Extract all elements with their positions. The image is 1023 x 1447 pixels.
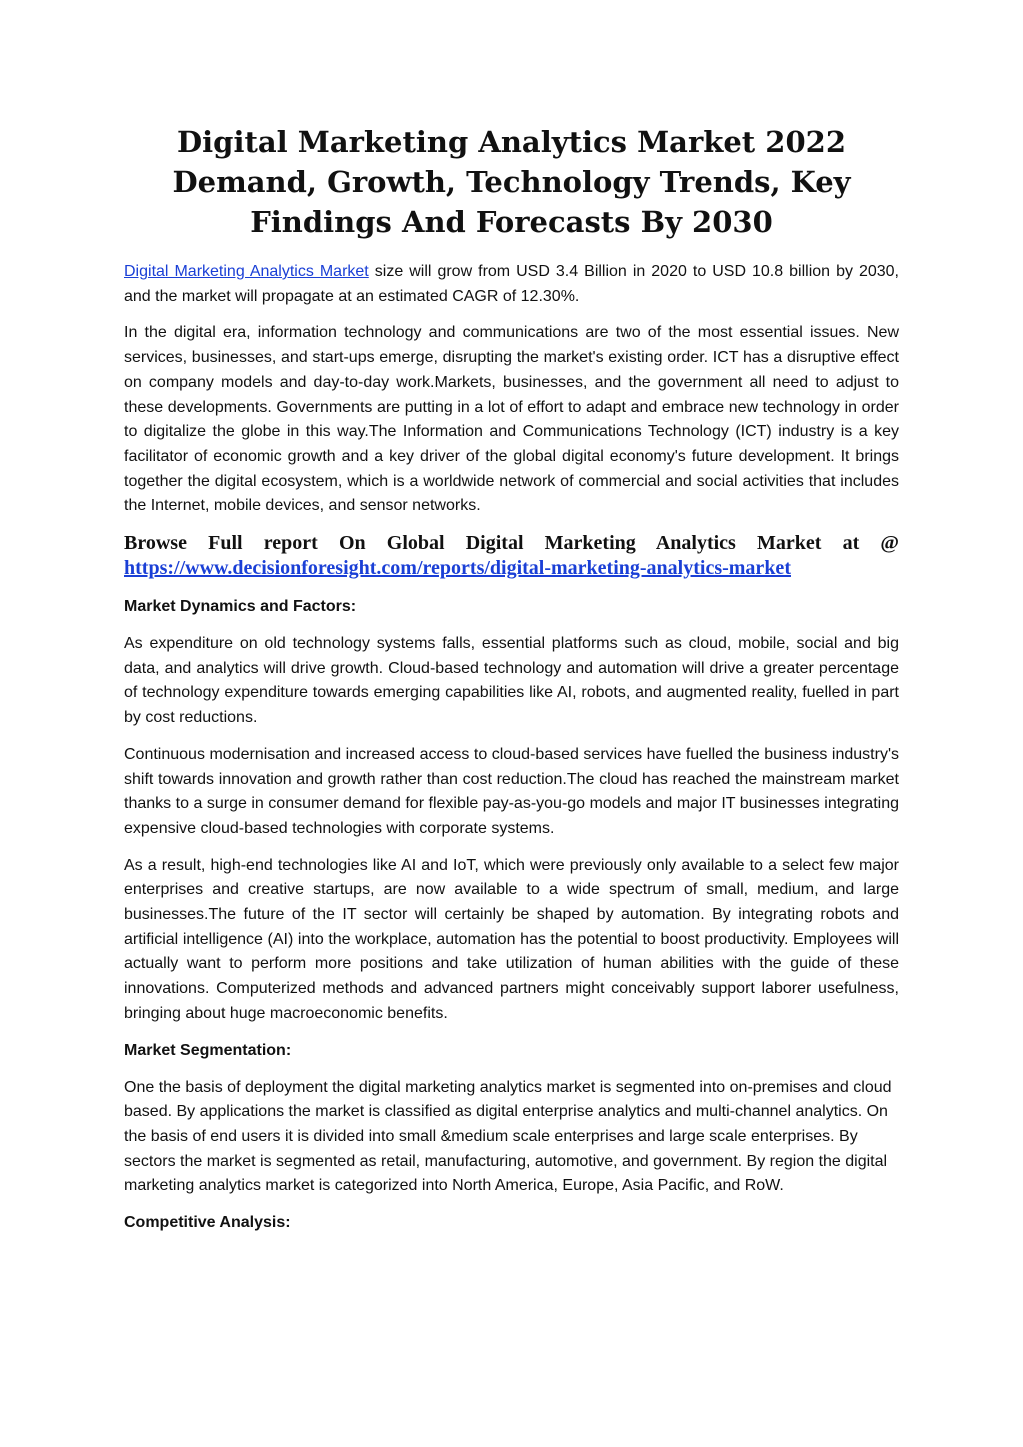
- dynamics-paragraph-3: As a result, high-end technologies like AI and IoT, which were previously only available to a select few major enterprises and creative startups, are now available to a wide spectrum of small, medium, and large businesses.The future of the IT sector will certainly be shaped by automation. By integrating robots and artificial intelligence (AI) into the workplace, automation has the potential to boost productivity. Employees will actually want to perform more positions and take utilization of human abilities with the guide of these innovations. Computerized methods and advanced partners might conceivably support laborer usefulness, bringing about huge macroeconomic benefits.: [124, 856, 899, 1022]
- browse-label: Browse Full report On Global Digital Marketing Analytics Market at @: [124, 532, 899, 555]
- dynamics-paragraph-2: Continuous modernisation and increased access to cloud-based services have fuelled the business industry's shift towards innovation and growth rather than cost reduction.The cloud has reached the mainstream market thanks to a surge in consumer demand for flexible pay-as-you-go models and major IT businesses integrating expensive cloud-based technologies with corporate systems.: [124, 745, 899, 837]
- segmentation-heading: Market Segmentation:: [124, 1041, 292, 1059]
- ict-paragraph: In the digital era, information technology and communications are two of the most essential issues. New services, businesses, and start-ups emerge, disrupting the market's existing order. ICT has a disruptive effect on company models and day-to-day work.Markets, businesses, and the government all need to adjust to these developments. Governments are putting in a lot of effort to adapt and embrace new technology in order to digitalize the globe in this way.The Information and Communications Technology (ICT) industry is a key facilitator of economic growth and a key driver of the global digital economy's future development. It brings together the digital ecosystem, which is a worldwide network of commercial and social activities that includes the Internet, mobile devices, and sensor networks.: [124, 324, 899, 515]
- document-title: Digital Marketing Analytics Market 2022 Demand, Growth, Technology Trends, Key Findings And Forecasts By 2030: [172, 125, 851, 239]
- competitive-heading: Competitive Analysis:: [124, 1214, 291, 1232]
- market-link[interactable]: Digital Marketing Analytics Market: [124, 263, 369, 280]
- intro-paragraph: [124, 260, 899, 309]
- report-url-link[interactable]: https://www.decisionforesight.com/reports/digital-marketing-analytics-market: [124, 557, 791, 580]
- dynamics-paragraph-1: As expenditure on old technology systems falls, essential platforms such as cloud, mobile, social and big data, and analytics will drive growth. Cloud-based technology and automation will drive a greater percentage of technology expenditure towards emerging capabilities like AI, robots, and augmented reality, fuelled in part by cost reductions.: [124, 635, 899, 727]
- intro-text: size will grow from USD 3.4 Billion in 2020 to USD 10.8 billion by 2030, and the market will propagate at an estimated CAGR of 12.30%.: [124, 263, 900, 305]
- segmentation-paragraph: One the basis of deployment the digital marketing analytics market is segmented into on-premises and cloud based. By applications the market is classified as digital enterprise analytics and multi-channel analytics. On the basis of end users it is divided into small &medium scale enterprises and large scale enterprises. By sectors the market is segmented as retail, manufacturing, automotive, and government. By region the digital marketing analytics market is categorized into North America, Europe, Asia Pacific, and RoW.: [124, 1078, 892, 1195]
- browse-report-line: [124, 531, 899, 581]
- document-page: [124, 122, 899, 1248]
- dynamics-heading: Market Dynamics and Factors:: [124, 598, 357, 616]
